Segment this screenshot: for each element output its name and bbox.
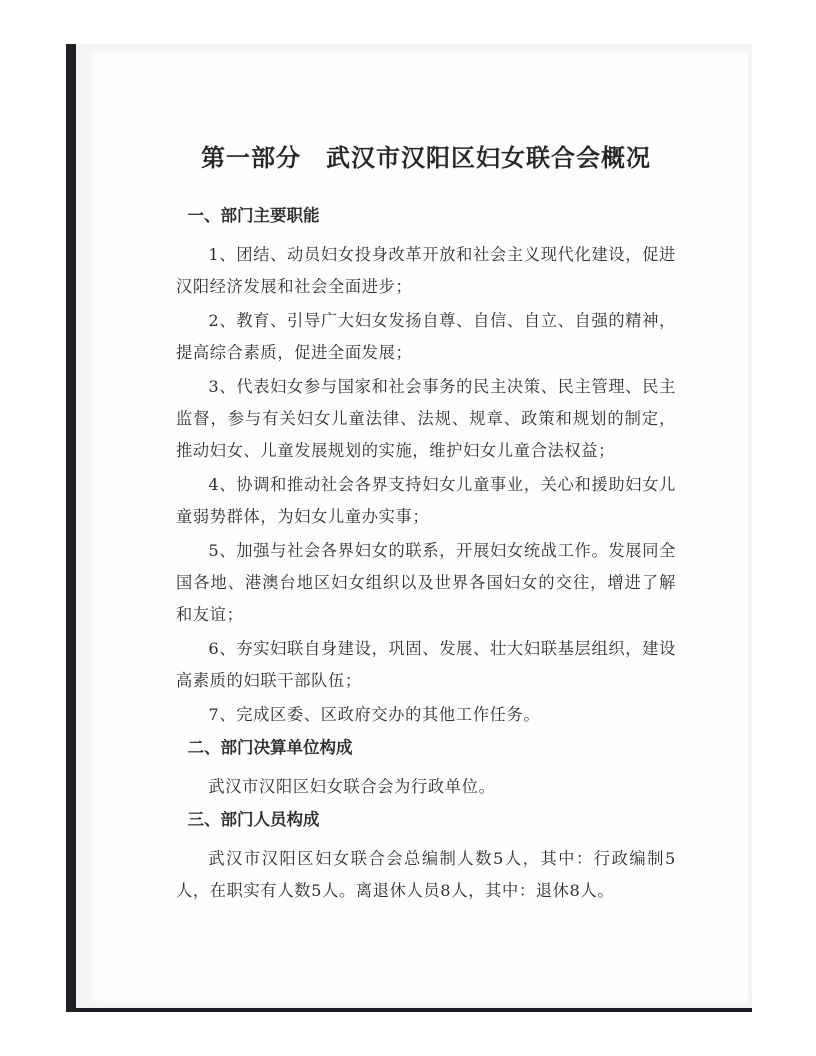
paragraph: 武汉市汉阳区妇女联合会总编制人数5人，其中：行政编制5人，在职实有人数5人。离退休人员8人，其中：退休8人。 (176, 849, 676, 900)
document-title: 第一部分 武汉市汉阳区妇女联合会概况 (201, 143, 651, 172)
section-staff (176, 807, 676, 907)
section-heading: 三、部门人员构成 (187, 810, 320, 829)
section-functions (176, 203, 676, 731)
document-content (176, 138, 676, 909)
section-units (176, 735, 676, 803)
paragraph: 7、完成区委、区政府交办的其他工作任务。 (208, 705, 541, 724)
paragraph: 5、加强与社会各界妇女的联系，开展妇女统战工作。发展同全国各地、港澳台地区妇女组织以及世界各国妇女的交往，增进了解和友谊； (176, 541, 676, 624)
paragraph: 4、协调和推动社会各界支持妇女儿童事业，关心和援助妇女儿童弱势群体，为妇女儿童办实事； (176, 475, 676, 526)
paragraph: 6、夯实妇联自身建设，巩固、发展、壮大妇联基层组织，建设高素质的妇联干部队伍； (176, 639, 676, 690)
paragraph: 3、代表妇女参与国家和社会事务的民主决策、民主管理、民主监督，参与有关妇女儿童法律、法规、规章、政策和规划的制定，推动妇女、儿童发展规划的实施，维护妇女儿童合法权益； (176, 377, 676, 460)
paragraph: 武汉市汉阳区妇女联合会为行政单位。 (208, 777, 496, 796)
scanned-page-frame (66, 44, 752, 1012)
paragraph: 2、教育、引导广大妇女发扬自尊、自信、自立、自强的精神，提高综合素质，促进全面发展； (176, 311, 676, 362)
paragraph: 1、团结、动员妇女投身改革开放和社会主义现代化建设，促进汉阳经济发展和社会全面进步； (176, 245, 676, 296)
section-heading: 一、部门主要职能 (187, 206, 320, 225)
paper-sheet (84, 50, 748, 1004)
section-heading: 二、部门决算单位构成 (187, 738, 353, 757)
